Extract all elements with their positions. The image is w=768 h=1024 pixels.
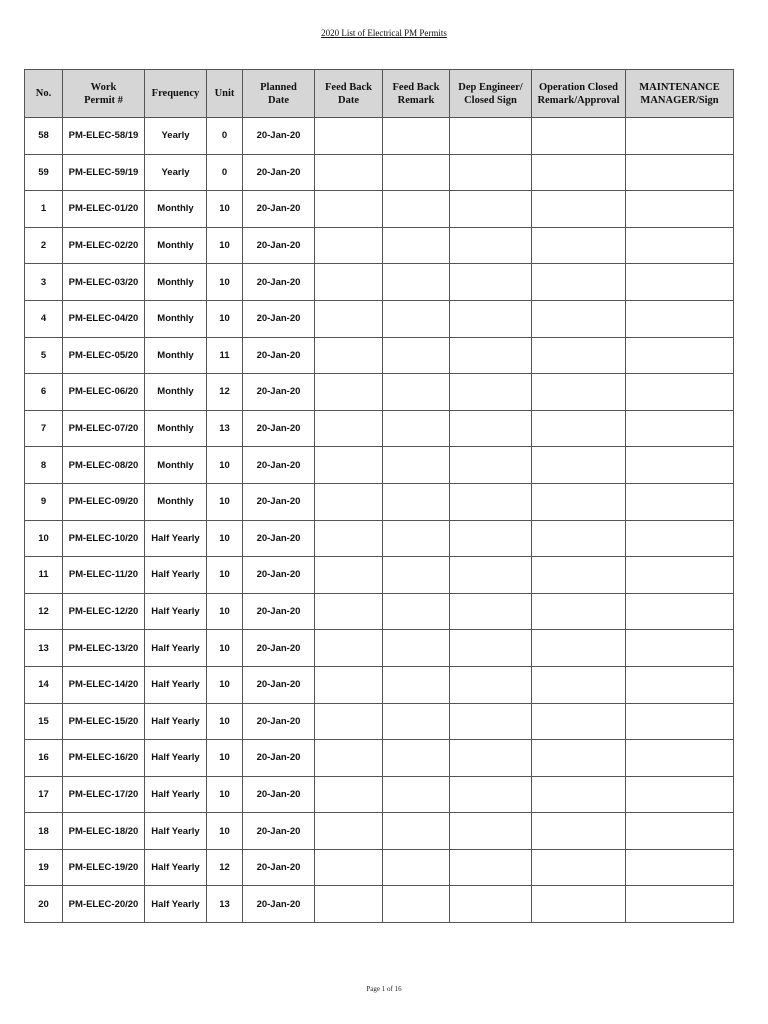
cell-dep-engineer-sign — [450, 886, 532, 923]
cell-feedback-date — [315, 191, 383, 228]
cell-frequency: Monthly — [145, 483, 207, 520]
cell-feedback-remark — [383, 666, 450, 703]
cell-planned-date: 20-Jan-20 — [243, 118, 315, 155]
cell-work-permit: PM-ELEC-05/20 — [63, 337, 145, 374]
cell-maintenance-manager-sign — [626, 520, 734, 557]
cell-dep-engineer-sign — [450, 227, 532, 264]
cell-feedback-remark — [383, 849, 450, 886]
cell-no: 12 — [25, 593, 63, 630]
cell-feedback-date — [315, 154, 383, 191]
cell-planned-date: 20-Jan-20 — [243, 410, 315, 447]
cell-feedback-remark — [383, 886, 450, 923]
cell-work-permit: PM-ELEC-11/20 — [63, 557, 145, 594]
cell-no: 58 — [25, 118, 63, 155]
header-feedback-remark: Feed Back Remark — [383, 70, 450, 118]
cell-no: 6 — [25, 374, 63, 411]
cell-maintenance-manager-sign — [626, 849, 734, 886]
cell-frequency: Half Yearly — [145, 813, 207, 850]
cell-no: 3 — [25, 264, 63, 301]
cell-operation-closed — [532, 740, 626, 777]
cell-unit: 11 — [207, 337, 243, 374]
cell-frequency: Monthly — [145, 337, 207, 374]
cell-feedback-date — [315, 557, 383, 594]
cell-operation-closed — [532, 593, 626, 630]
cell-operation-closed — [532, 264, 626, 301]
cell-dep-engineer-sign — [450, 776, 532, 813]
table-row — [25, 557, 734, 594]
cell-work-permit: PM-ELEC-58/19 — [63, 118, 145, 155]
cell-planned-date: 20-Jan-20 — [243, 666, 315, 703]
cell-maintenance-manager-sign — [626, 666, 734, 703]
cell-no: 4 — [25, 300, 63, 337]
cell-work-permit: PM-ELEC-03/20 — [63, 264, 145, 301]
cell-operation-closed — [532, 849, 626, 886]
cell-planned-date: 20-Jan-20 — [243, 154, 315, 191]
cell-feedback-date — [315, 410, 383, 447]
cell-unit: 12 — [207, 849, 243, 886]
cell-dep-engineer-sign — [450, 740, 532, 777]
cell-unit: 10 — [207, 300, 243, 337]
cell-maintenance-manager-sign — [626, 703, 734, 740]
table-row — [25, 740, 734, 777]
cell-work-permit: PM-ELEC-13/20 — [63, 630, 145, 667]
cell-dep-engineer-sign — [450, 703, 532, 740]
cell-feedback-remark — [383, 520, 450, 557]
cell-work-permit: PM-ELEC-14/20 — [63, 666, 145, 703]
cell-feedback-remark — [383, 337, 450, 374]
cell-operation-closed — [532, 374, 626, 411]
cell-maintenance-manager-sign — [626, 593, 734, 630]
cell-operation-closed — [532, 337, 626, 374]
header-dep-engineer-sign: Dep Engineer/ Closed Sign — [450, 70, 532, 118]
cell-frequency: Half Yearly — [145, 849, 207, 886]
cell-frequency: Monthly — [145, 410, 207, 447]
cell-no: 18 — [25, 813, 63, 850]
cell-work-permit: PM-ELEC-15/20 — [63, 703, 145, 740]
cell-no: 5 — [25, 337, 63, 374]
cell-feedback-remark — [383, 557, 450, 594]
document-title: 2020 List of Electrical PM Permits — [321, 28, 447, 38]
cell-frequency: Half Yearly — [145, 666, 207, 703]
cell-operation-closed — [532, 776, 626, 813]
cell-dep-engineer-sign — [450, 483, 532, 520]
table-row — [25, 300, 734, 337]
cell-feedback-date — [315, 593, 383, 630]
cell-maintenance-manager-sign — [626, 813, 734, 850]
table-row — [25, 154, 734, 191]
cell-no: 1 — [25, 191, 63, 228]
cell-work-permit: PM-ELEC-17/20 — [63, 776, 145, 813]
cell-frequency: Half Yearly — [145, 520, 207, 557]
cell-feedback-date — [315, 374, 383, 411]
cell-dep-engineer-sign — [450, 666, 532, 703]
cell-feedback-date — [315, 264, 383, 301]
cell-dep-engineer-sign — [450, 630, 532, 667]
table-row — [25, 886, 734, 923]
cell-no: 7 — [25, 410, 63, 447]
table-row — [25, 447, 734, 484]
cell-work-permit: PM-ELEC-06/20 — [63, 374, 145, 411]
cell-planned-date: 20-Jan-20 — [243, 776, 315, 813]
cell-maintenance-manager-sign — [626, 886, 734, 923]
cell-dep-engineer-sign — [450, 337, 532, 374]
cell-frequency: Half Yearly — [145, 557, 207, 594]
cell-no: 59 — [25, 154, 63, 191]
cell-work-permit: PM-ELEC-09/20 — [63, 483, 145, 520]
cell-planned-date: 20-Jan-20 — [243, 886, 315, 923]
table-row — [25, 483, 734, 520]
cell-unit: 10 — [207, 813, 243, 850]
cell-frequency: Monthly — [145, 191, 207, 228]
cell-no: 10 — [25, 520, 63, 557]
cell-unit: 10 — [207, 227, 243, 264]
cell-maintenance-manager-sign — [626, 374, 734, 411]
cell-feedback-remark — [383, 776, 450, 813]
table-row — [25, 337, 734, 374]
cell-feedback-date — [315, 813, 383, 850]
cell-unit: 10 — [207, 447, 243, 484]
cell-maintenance-manager-sign — [626, 118, 734, 155]
cell-work-permit: PM-ELEC-16/20 — [63, 740, 145, 777]
cell-work-permit: PM-ELEC-20/20 — [63, 886, 145, 923]
header-maintenance-manager-sign: MAINTENANCE MANAGER/Sign — [626, 70, 734, 118]
cell-planned-date: 20-Jan-20 — [243, 374, 315, 411]
cell-planned-date: 20-Jan-20 — [243, 483, 315, 520]
table-row — [25, 593, 734, 630]
cell-work-permit: PM-ELEC-10/20 — [63, 520, 145, 557]
cell-planned-date: 20-Jan-20 — [243, 264, 315, 301]
cell-feedback-date — [315, 118, 383, 155]
cell-feedback-remark — [383, 483, 450, 520]
cell-unit: 10 — [207, 630, 243, 667]
cell-no: 14 — [25, 666, 63, 703]
cell-no: 9 — [25, 483, 63, 520]
cell-planned-date: 20-Jan-20 — [243, 593, 315, 630]
cell-work-permit: PM-ELEC-08/20 — [63, 447, 145, 484]
cell-maintenance-manager-sign — [626, 483, 734, 520]
cell-operation-closed — [532, 703, 626, 740]
cell-maintenance-manager-sign — [626, 776, 734, 813]
table-row — [25, 849, 734, 886]
table-row — [25, 410, 734, 447]
cell-planned-date: 20-Jan-20 — [243, 520, 315, 557]
cell-no: 13 — [25, 630, 63, 667]
table-row — [25, 813, 734, 850]
cell-feedback-remark — [383, 593, 450, 630]
header-work-permit: Work Permit # — [63, 70, 145, 118]
cell-no: 20 — [25, 886, 63, 923]
cell-frequency: Yearly — [145, 118, 207, 155]
cell-operation-closed — [532, 666, 626, 703]
cell-dep-engineer-sign — [450, 374, 532, 411]
cell-feedback-remark — [383, 410, 450, 447]
cell-feedback-date — [315, 520, 383, 557]
cell-unit: 10 — [207, 776, 243, 813]
header-no: No. — [25, 70, 63, 118]
cell-feedback-date — [315, 337, 383, 374]
cell-unit: 10 — [207, 593, 243, 630]
cell-no: 17 — [25, 776, 63, 813]
cell-unit: 12 — [207, 374, 243, 411]
cell-feedback-remark — [383, 447, 450, 484]
cell-frequency: Half Yearly — [145, 886, 207, 923]
cell-operation-closed — [532, 154, 626, 191]
cell-planned-date: 20-Jan-20 — [243, 447, 315, 484]
cell-maintenance-manager-sign — [626, 740, 734, 777]
cell-frequency: Monthly — [145, 227, 207, 264]
cell-unit: 10 — [207, 264, 243, 301]
table-row — [25, 776, 734, 813]
cell-planned-date: 20-Jan-20 — [243, 557, 315, 594]
table-body — [25, 118, 734, 923]
cell-frequency: Half Yearly — [145, 776, 207, 813]
cell-feedback-remark — [383, 813, 450, 850]
cell-feedback-date — [315, 300, 383, 337]
cell-operation-closed — [532, 191, 626, 228]
cell-maintenance-manager-sign — [626, 154, 734, 191]
cell-work-permit: PM-ELEC-12/20 — [63, 593, 145, 630]
table-row — [25, 118, 734, 155]
cell-feedback-remark — [383, 630, 450, 667]
cell-feedback-remark — [383, 300, 450, 337]
table-row — [25, 227, 734, 264]
permits-table — [24, 69, 734, 923]
cell-unit: 10 — [207, 703, 243, 740]
cell-operation-closed — [532, 886, 626, 923]
cell-feedback-remark — [383, 154, 450, 191]
cell-maintenance-manager-sign — [626, 410, 734, 447]
cell-frequency: Half Yearly — [145, 593, 207, 630]
cell-planned-date: 20-Jan-20 — [243, 191, 315, 228]
cell-frequency: Monthly — [145, 300, 207, 337]
cell-dep-engineer-sign — [450, 264, 532, 301]
table-row — [25, 666, 734, 703]
cell-operation-closed — [532, 483, 626, 520]
cell-no: 15 — [25, 703, 63, 740]
cell-feedback-remark — [383, 191, 450, 228]
cell-feedback-date — [315, 227, 383, 264]
cell-feedback-date — [315, 666, 383, 703]
header-unit: Unit — [207, 70, 243, 118]
cell-maintenance-manager-sign — [626, 447, 734, 484]
cell-feedback-remark — [383, 118, 450, 155]
cell-unit: 10 — [207, 520, 243, 557]
cell-dep-engineer-sign — [450, 191, 532, 228]
table-row — [25, 264, 734, 301]
cell-no: 19 — [25, 849, 63, 886]
cell-feedback-remark — [383, 703, 450, 740]
cell-work-permit: PM-ELEC-04/20 — [63, 300, 145, 337]
cell-operation-closed — [532, 300, 626, 337]
cell-work-permit: PM-ELEC-19/20 — [63, 849, 145, 886]
header-feedback-date: Feed Back Date — [315, 70, 383, 118]
cell-dep-engineer-sign — [450, 300, 532, 337]
cell-maintenance-manager-sign — [626, 191, 734, 228]
cell-maintenance-manager-sign — [626, 337, 734, 374]
cell-frequency: Monthly — [145, 264, 207, 301]
cell-work-permit: PM-ELEC-18/20 — [63, 813, 145, 850]
table-header-row — [25, 70, 734, 118]
cell-unit: 13 — [207, 886, 243, 923]
cell-operation-closed — [532, 557, 626, 594]
cell-unit: 0 — [207, 154, 243, 191]
page-footer: Page 1 of 16 — [366, 985, 402, 993]
cell-operation-closed — [532, 118, 626, 155]
cell-maintenance-manager-sign — [626, 300, 734, 337]
cell-operation-closed — [532, 447, 626, 484]
cell-frequency: Monthly — [145, 374, 207, 411]
cell-maintenance-manager-sign — [626, 557, 734, 594]
cell-planned-date: 20-Jan-20 — [243, 813, 315, 850]
cell-dep-engineer-sign — [450, 410, 532, 447]
cell-feedback-remark — [383, 264, 450, 301]
table-row — [25, 703, 734, 740]
cell-feedback-remark — [383, 227, 450, 264]
cell-planned-date: 20-Jan-20 — [243, 740, 315, 777]
cell-unit: 0 — [207, 118, 243, 155]
cell-feedback-date — [315, 776, 383, 813]
table-row — [25, 630, 734, 667]
header-frequency: Frequency — [145, 70, 207, 118]
cell-maintenance-manager-sign — [626, 630, 734, 667]
cell-unit: 10 — [207, 557, 243, 594]
cell-no: 11 — [25, 557, 63, 594]
cell-no: 16 — [25, 740, 63, 777]
cell-planned-date: 20-Jan-20 — [243, 703, 315, 740]
cell-dep-engineer-sign — [450, 557, 532, 594]
cell-planned-date: 20-Jan-20 — [243, 227, 315, 264]
header-planned-date: Planned Date — [243, 70, 315, 118]
cell-frequency: Yearly — [145, 154, 207, 191]
cell-work-permit: PM-ELEC-01/20 — [63, 191, 145, 228]
cell-work-permit: PM-ELEC-02/20 — [63, 227, 145, 264]
cell-feedback-date — [315, 849, 383, 886]
cell-dep-engineer-sign — [450, 849, 532, 886]
cell-feedback-date — [315, 740, 383, 777]
cell-feedback-remark — [383, 740, 450, 777]
cell-dep-engineer-sign — [450, 813, 532, 850]
cell-feedback-date — [315, 703, 383, 740]
cell-feedback-date — [315, 447, 383, 484]
cell-unit: 10 — [207, 666, 243, 703]
header-operation-closed: Operation Closed Remark/Approval — [532, 70, 626, 118]
cell-dep-engineer-sign — [450, 447, 532, 484]
cell-operation-closed — [532, 813, 626, 850]
table-row — [25, 374, 734, 411]
cell-operation-closed — [532, 410, 626, 447]
cell-dep-engineer-sign — [450, 118, 532, 155]
cell-operation-closed — [532, 520, 626, 557]
cell-feedback-remark — [383, 374, 450, 411]
cell-operation-closed — [532, 630, 626, 667]
cell-unit: 13 — [207, 410, 243, 447]
cell-no: 8 — [25, 447, 63, 484]
cell-frequency: Monthly — [145, 447, 207, 484]
cell-unit: 10 — [207, 191, 243, 228]
cell-unit: 10 — [207, 740, 243, 777]
cell-work-permit: PM-ELEC-07/20 — [63, 410, 145, 447]
cell-maintenance-manager-sign — [626, 264, 734, 301]
cell-operation-closed — [532, 227, 626, 264]
cell-feedback-date — [315, 886, 383, 923]
table-row — [25, 520, 734, 557]
cell-maintenance-manager-sign — [626, 227, 734, 264]
cell-frequency: Half Yearly — [145, 703, 207, 740]
cell-dep-engineer-sign — [450, 154, 532, 191]
cell-frequency: Half Yearly — [145, 630, 207, 667]
cell-unit: 10 — [207, 483, 243, 520]
cell-work-permit: PM-ELEC-59/19 — [63, 154, 145, 191]
cell-dep-engineer-sign — [450, 593, 532, 630]
table-row — [25, 191, 734, 228]
cell-planned-date: 20-Jan-20 — [243, 300, 315, 337]
cell-planned-date: 20-Jan-20 — [243, 849, 315, 886]
cell-frequency: Half Yearly — [145, 740, 207, 777]
cell-no: 2 — [25, 227, 63, 264]
cell-dep-engineer-sign — [450, 520, 532, 557]
cell-feedback-date — [315, 630, 383, 667]
cell-planned-date: 20-Jan-20 — [243, 337, 315, 374]
cell-feedback-date — [315, 483, 383, 520]
cell-planned-date: 20-Jan-20 — [243, 630, 315, 667]
